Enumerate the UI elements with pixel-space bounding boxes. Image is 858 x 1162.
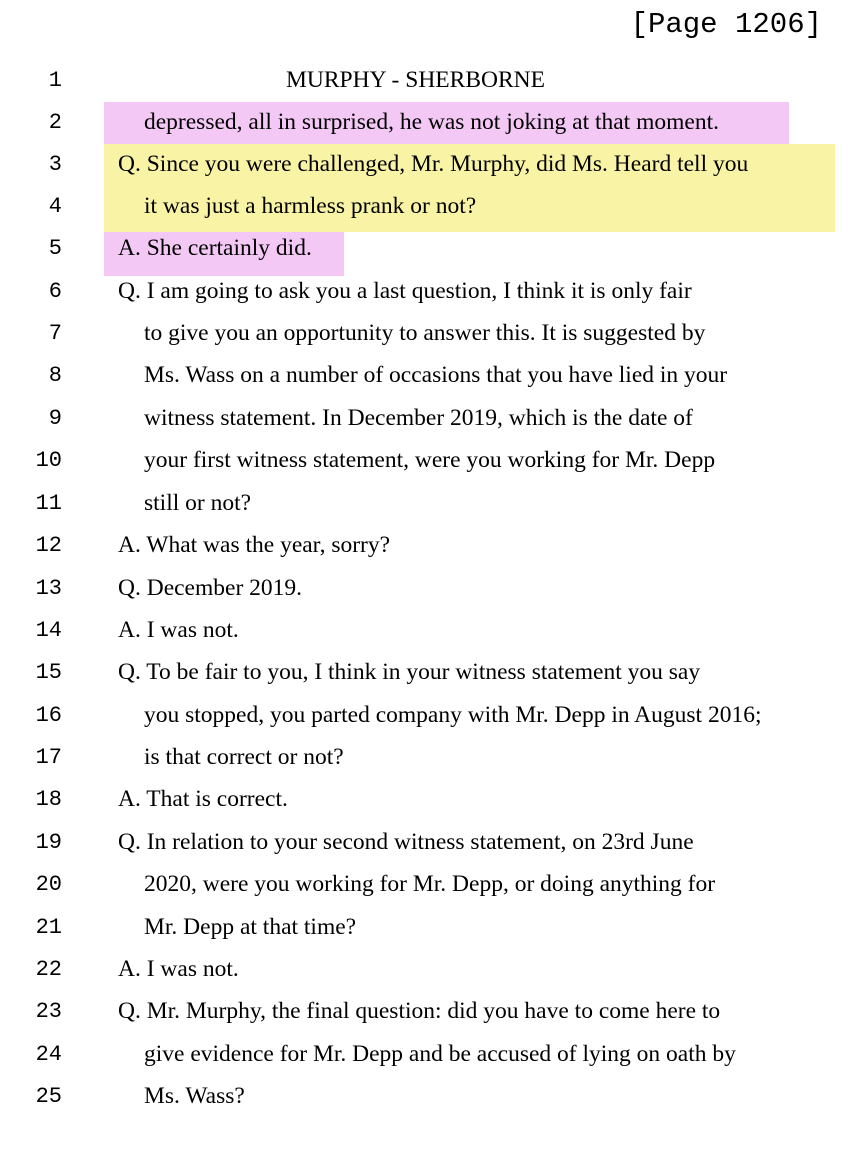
transcript-line	[0, 443, 858, 485]
line-number: 15	[35, 660, 62, 685]
line-number: 3	[48, 152, 62, 177]
transcript-line	[0, 994, 858, 1036]
line-text: A. I was not.	[118, 617, 239, 643]
transcript-line	[0, 613, 858, 655]
line-text: A. I was not.	[118, 956, 239, 982]
line-number: 1	[48, 68, 62, 93]
line-number: 16	[35, 703, 62, 728]
transcript-line	[0, 655, 858, 697]
transcript-line	[0, 486, 858, 528]
transcript-line	[0, 825, 858, 867]
transcript-line	[0, 1079, 858, 1121]
line-number: 2	[48, 110, 62, 135]
transcript-line	[0, 698, 858, 740]
line-text: it was just a harmless prank or not?	[144, 193, 477, 219]
line-text: Q. I am going to ask you a last question, I think it is only fair	[118, 278, 692, 304]
line-number: 18	[35, 787, 62, 812]
line-text: is that correct or not?	[144, 744, 344, 770]
transcript-line	[0, 189, 858, 231]
page-number: [Page 1206]	[630, 8, 822, 41]
line-number: 21	[35, 915, 62, 940]
line-number: 25	[35, 1084, 62, 1109]
transcript-line	[0, 910, 858, 952]
line-text: Q. Mr. Murphy, the final question: did you have to come here to	[118, 998, 721, 1024]
line-number: 19	[35, 830, 62, 855]
transcript-line	[0, 147, 858, 189]
transcript-line	[0, 401, 858, 443]
line-text: Ms. Wass?	[144, 1083, 245, 1109]
transcript-line	[0, 231, 858, 273]
line-text: Mr. Depp at that time?	[144, 914, 357, 940]
line-text: depressed, all in surprised, he was not joking at that moment.	[144, 109, 719, 135]
line-text: still or not?	[144, 490, 252, 516]
transcript-line	[0, 105, 858, 147]
line-number: 6	[48, 279, 62, 304]
line-text: witness statement. In December 2019, which is the date of	[144, 405, 693, 431]
line-number: 12	[35, 533, 62, 558]
line-text: your first witness statement, were you working for Mr. Depp	[144, 447, 716, 473]
line-text: A. That is correct.	[118, 786, 288, 812]
line-text: you stopped, you parted company with Mr. Depp in August 2016;	[144, 702, 762, 728]
line-text: Q. To be fair to you, I think in your witness statement you say	[118, 659, 701, 685]
line-number: 13	[35, 576, 62, 601]
transcript-line	[0, 867, 858, 909]
line-text: Ms. Wass on a number of occasions that you have lied in your	[144, 362, 728, 388]
line-number: 11	[35, 491, 62, 516]
line-number: 22	[35, 957, 62, 982]
line-number: 20	[35, 872, 62, 897]
transcript-line	[0, 316, 858, 358]
line-text: Q. Since you were challenged, Mr. Murphy, did Ms. Heard tell you	[118, 151, 749, 177]
transcript-line	[0, 952, 858, 994]
line-text: 2020, were you working for Mr. Depp, or doing anything for	[144, 871, 716, 897]
transcript-line	[0, 571, 858, 613]
line-text: to give you an opportunity to answer this. It is suggested by	[144, 320, 706, 346]
line-number: 14	[35, 618, 62, 643]
line-number: 9	[48, 406, 62, 431]
transcript-line	[0, 740, 858, 782]
line-number: 7	[48, 321, 62, 346]
line-number: 10	[35, 448, 62, 473]
line-text: A. She certainly did.	[118, 235, 312, 261]
transcript-line	[0, 528, 858, 570]
line-text: give evidence for Mr. Depp and be accused of lying on oath by	[144, 1041, 736, 1067]
transcript-line	[0, 358, 858, 400]
transcript-line	[0, 63, 858, 105]
line-number: 23	[35, 999, 62, 1024]
line-number: 8	[48, 363, 62, 388]
transcript-line	[0, 782, 858, 824]
transcript-line	[0, 274, 858, 316]
line-number: 5	[48, 236, 62, 261]
line-number: 4	[48, 194, 62, 219]
line-number: 24	[35, 1042, 62, 1067]
transcript-line	[0, 1037, 858, 1079]
line-text: A. What was the year, sorry?	[118, 532, 391, 558]
witness-heading: MURPHY - SHERBORNE	[286, 67, 545, 93]
line-text: Q. In relation to your second witness statement, on 23rd June	[118, 829, 694, 855]
line-text: Q. December 2019.	[118, 575, 303, 601]
line-number: 17	[35, 745, 62, 770]
